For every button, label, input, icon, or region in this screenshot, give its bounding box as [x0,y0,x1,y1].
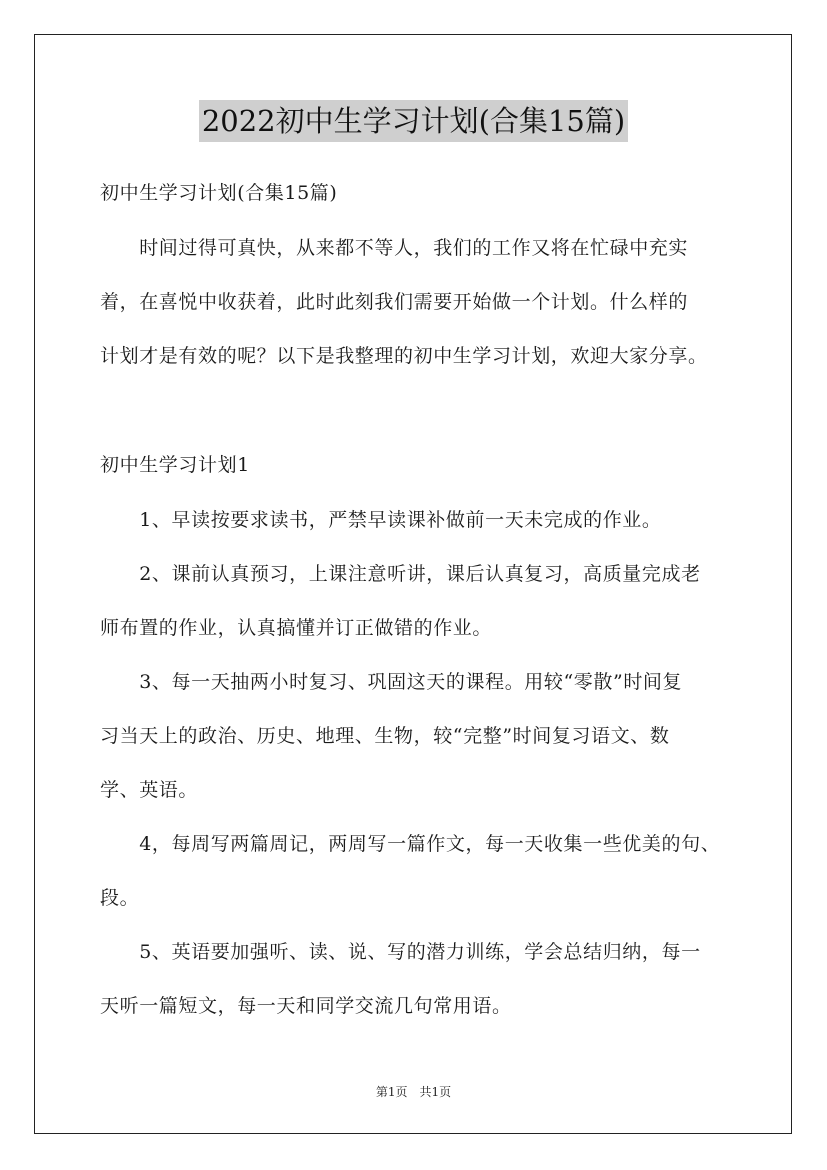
paragraph-line: 5、英语要加强听、读、说、写的潜力训练，学会总结归纳，每一 [100,941,701,963]
paragraph-line: 习当天上的政治、历史、地理、生物，较“完整”时间复习语文、数 [100,725,670,747]
paragraph-line: 1、早读按要求读书，严禁早读课补做前一天未完成的作业。 [100,509,662,531]
paragraph-line: 2、课前认真预习，上课注意听讲，课后认真复习，高质量完成老 [100,563,701,585]
paragraph-line: 着，在喜悦中收获着，此时此刻我们需要开始做一个计划。什么样的 [100,291,689,313]
subtitle-line: 初中生学习计划(合集15篇) [100,182,338,204]
paragraph-line: 学、英语。 [100,779,199,801]
document-title: 2022初中生学习计划(合集15篇) [199,100,628,142]
paragraph-line: 段。 [100,887,140,909]
paragraph-line: 3、每一天抽两小时复习、巩固这天的课程。用较“零散”时间复 [100,671,683,693]
paragraph-line: 时间过得可真快，从来都不等人，我们的工作又将在忙碌中充实 [100,237,689,259]
page-number-footer: 第1页 共1页 [375,1085,452,1099]
section-heading: 初中生学习计划1 [100,454,250,476]
paragraph-line: 天听一篇短文，每一天和同学交流几句常用语。 [100,995,512,1017]
title-container [0,100,827,142]
paragraph-line: 师布置的作业，认真搞懂并订正做错的作业。 [100,617,493,639]
paragraph-line: 计划才是有效的呢？以下是我整理的初中生学习计划，欢迎大家分享。 [100,345,708,367]
paragraph-line: 4，每周写两篇周记，两周写一篇作文，每一天收集一些优美的句、 [100,833,721,855]
